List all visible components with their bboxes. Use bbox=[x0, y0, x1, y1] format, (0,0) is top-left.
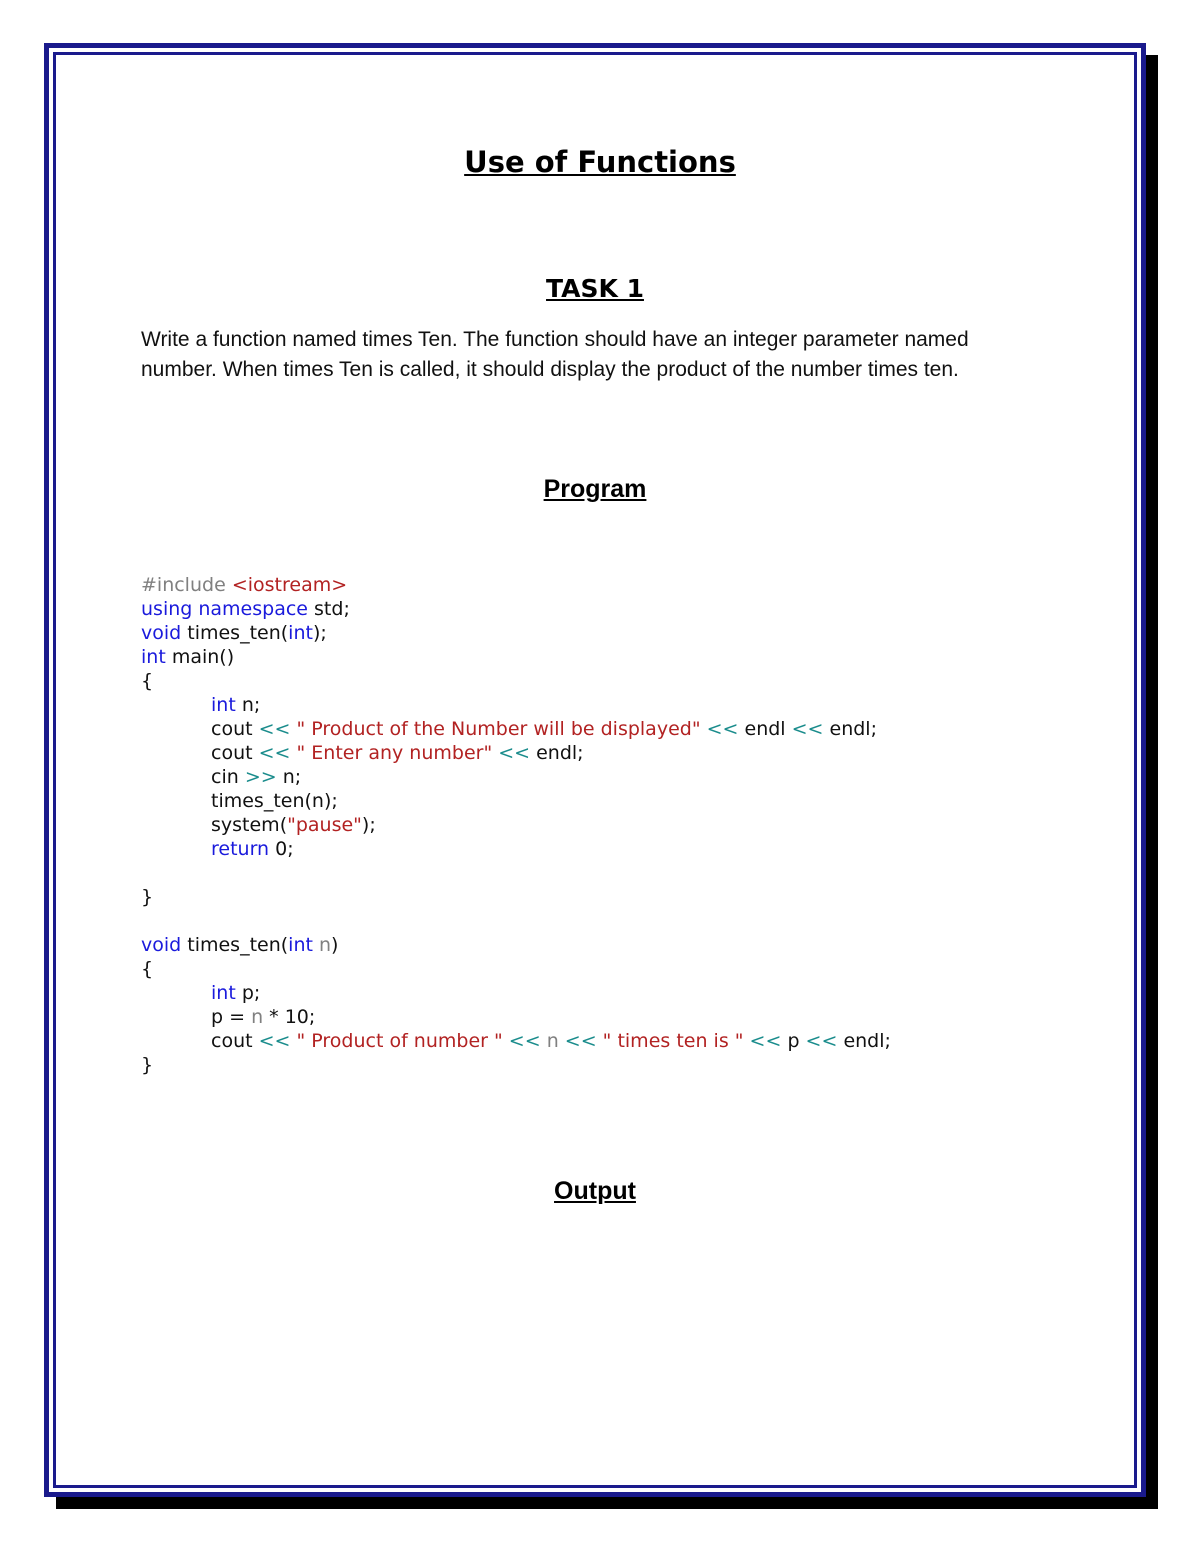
code-line bbox=[141, 957, 891, 981]
code-token: << bbox=[791, 718, 830, 740]
code-token: ) bbox=[331, 934, 339, 956]
code-token: endl; bbox=[829, 718, 877, 740]
code-token: system( bbox=[211, 814, 288, 836]
code-token: times_ten( bbox=[187, 622, 289, 644]
code-token: int bbox=[288, 934, 319, 956]
code-token: << bbox=[258, 1030, 297, 1052]
code-token: ); bbox=[312, 622, 327, 644]
code-line bbox=[141, 837, 891, 861]
code-token: using namespace bbox=[141, 598, 315, 620]
code-token: << bbox=[805, 1030, 844, 1052]
task-heading: TASK 1 bbox=[546, 274, 644, 303]
code-block bbox=[141, 573, 891, 1077]
code-line bbox=[141, 981, 891, 1005]
code-line bbox=[141, 861, 891, 885]
code-token: 0; bbox=[275, 838, 294, 860]
code-token: << bbox=[706, 718, 745, 740]
code-token: " Enter any number" bbox=[296, 742, 499, 764]
code-token: int bbox=[211, 694, 242, 716]
code-line bbox=[141, 693, 891, 717]
code-line bbox=[141, 669, 891, 693]
code-line bbox=[141, 789, 891, 813]
code-token: } bbox=[141, 886, 154, 908]
code-token: << bbox=[508, 1030, 547, 1052]
code-token: n bbox=[318, 934, 332, 956]
code-token: endl; bbox=[843, 1030, 891, 1052]
code-token: cin bbox=[211, 766, 245, 788]
code-token: ); bbox=[361, 814, 376, 836]
code-token: { bbox=[141, 958, 154, 980]
code-token: times_ten(n); bbox=[211, 790, 338, 812]
code-token: p; bbox=[241, 982, 261, 1004]
code-token: * 10; bbox=[269, 1006, 316, 1028]
code-token: << bbox=[498, 742, 537, 764]
code-token: " times ten is " bbox=[602, 1030, 750, 1052]
code-line bbox=[141, 909, 891, 933]
code-line bbox=[141, 765, 891, 789]
code-token: void bbox=[141, 622, 188, 644]
code-token: << bbox=[258, 718, 297, 740]
code-token: n bbox=[546, 1030, 565, 1052]
code-token: #include bbox=[141, 574, 232, 596]
code-token: int bbox=[211, 982, 242, 1004]
code-token: cout bbox=[211, 718, 259, 740]
code-token: <iostream> bbox=[231, 574, 348, 596]
output-heading: Output bbox=[554, 1177, 636, 1205]
code-token: std; bbox=[314, 598, 350, 620]
code-line bbox=[141, 717, 891, 741]
code-line bbox=[141, 645, 891, 669]
code-token: "pause" bbox=[287, 814, 362, 836]
code-line bbox=[141, 573, 891, 597]
code-token: endl bbox=[744, 718, 792, 740]
code-line bbox=[141, 621, 891, 645]
code-token: p bbox=[787, 1030, 806, 1052]
code-line bbox=[141, 1053, 891, 1077]
code-token: int bbox=[288, 622, 313, 644]
code-line bbox=[141, 813, 891, 837]
code-token: p = bbox=[211, 1006, 252, 1028]
code-token: n bbox=[251, 1006, 270, 1028]
document-title: Use of Functions bbox=[464, 145, 736, 179]
code-token: n; bbox=[241, 694, 261, 716]
code-token: << bbox=[258, 742, 297, 764]
code-line bbox=[141, 741, 891, 765]
code-line bbox=[141, 933, 891, 957]
code-token: int bbox=[141, 646, 172, 668]
code-token: main() bbox=[171, 646, 235, 668]
code-token: } bbox=[141, 1054, 154, 1076]
code-token: cout bbox=[211, 1030, 259, 1052]
code-token: n; bbox=[282, 766, 302, 788]
code-token: void bbox=[141, 934, 188, 956]
code-line bbox=[141, 597, 891, 621]
code-token: times_ten( bbox=[187, 934, 289, 956]
task-description: Write a function named times Ten. The function should have an integer parameter named number. When times Ten is called, it should display the product of the number times ten. bbox=[141, 328, 969, 381]
code-token: << bbox=[749, 1030, 788, 1052]
code-token: cout bbox=[211, 742, 259, 764]
code-token: " Product of number " bbox=[296, 1030, 509, 1052]
code-line bbox=[141, 885, 891, 909]
code-token: { bbox=[141, 670, 154, 692]
code-token: >> bbox=[244, 766, 283, 788]
code-token: << bbox=[564, 1030, 603, 1052]
code-token: return bbox=[211, 838, 276, 860]
code-line bbox=[141, 1005, 891, 1029]
code-token: endl; bbox=[536, 742, 584, 764]
code-line bbox=[141, 1029, 891, 1053]
program-heading: Program bbox=[543, 475, 647, 503]
code-token: " Product of the Number will be displayed" bbox=[296, 718, 707, 740]
